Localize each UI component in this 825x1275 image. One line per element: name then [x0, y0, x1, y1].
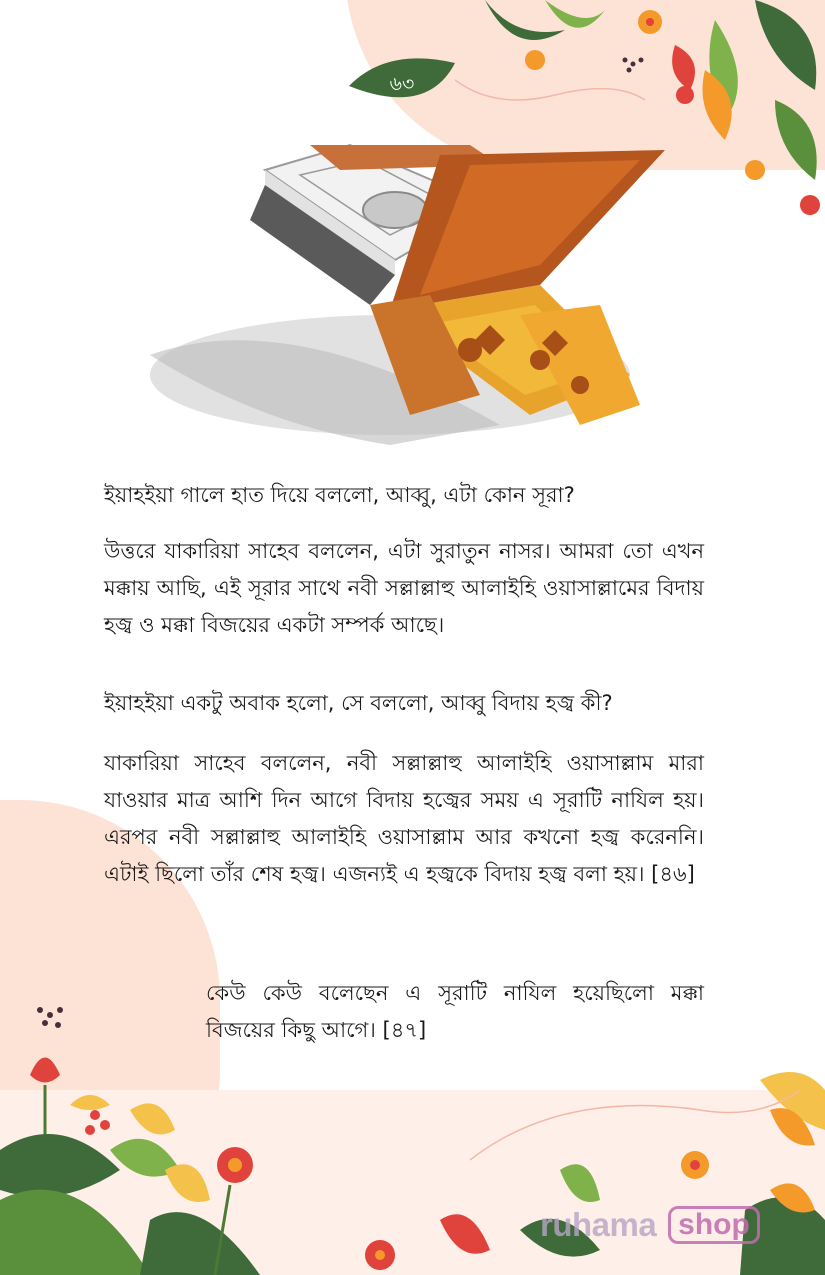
- paragraph-2: উত্তরে যাকারিয়া সাহেব বললেন, এটা সুরাতুন নাসর। আমরা তো এখন মক্কায় আছি, এই সূরার সাথে নবী সল্লাল্লাহু আলাইহি ওয়াসাল্লামের বিদায় হজ্ব ও মক্কা বিজয়ের একটা সম্পর্ক আছে।: [104, 539, 704, 637]
- watermark-brand: ruhama: [540, 1206, 657, 1243]
- paragraph-4: যাকারিয়া সাহেব বললেন, নবী সল্লাল্লাহু আলাইহি ওয়াসাল্লাম মারা যাওয়ার মাত্র আশি দিন আগে বিদায় হজ্বের সময় এ সূরাটি নাযিল হয়। এরপর নবী সল্লাল্লাহু আলাইহি ওয়াসাল্লাম আর কখনো হজ্ব করেননি। এটাই ছিলো তাঁর শেষ হজ্ব। এজন্যই এ হজ্বকে বিদায় হজ্ব বলা হয়। [৪৬]: [104, 751, 704, 886]
- footnote-paragraph: কেউ কেউ বলেছেন এ সূরাটি নাযিল হয়েছিলো মক্কা বিজয়ের কিছু আগে। [৪৭]: [206, 981, 704, 1042]
- page-number: ৬৩: [389, 73, 415, 95]
- watermark-shop-badge: shop: [668, 1206, 760, 1244]
- quran-on-rehal-illustration: [140, 125, 665, 450]
- paragraph-1: ইয়াহইয়া গালে হাত দিয়ে বললো, আব্বু, এটা কোন সূরা?: [104, 483, 575, 507]
- paragraph-3: ইয়াহইয়া একটু অবাক হলো, সে বললো, আব্বু বিদায় হজ্ব কী?: [104, 691, 613, 715]
